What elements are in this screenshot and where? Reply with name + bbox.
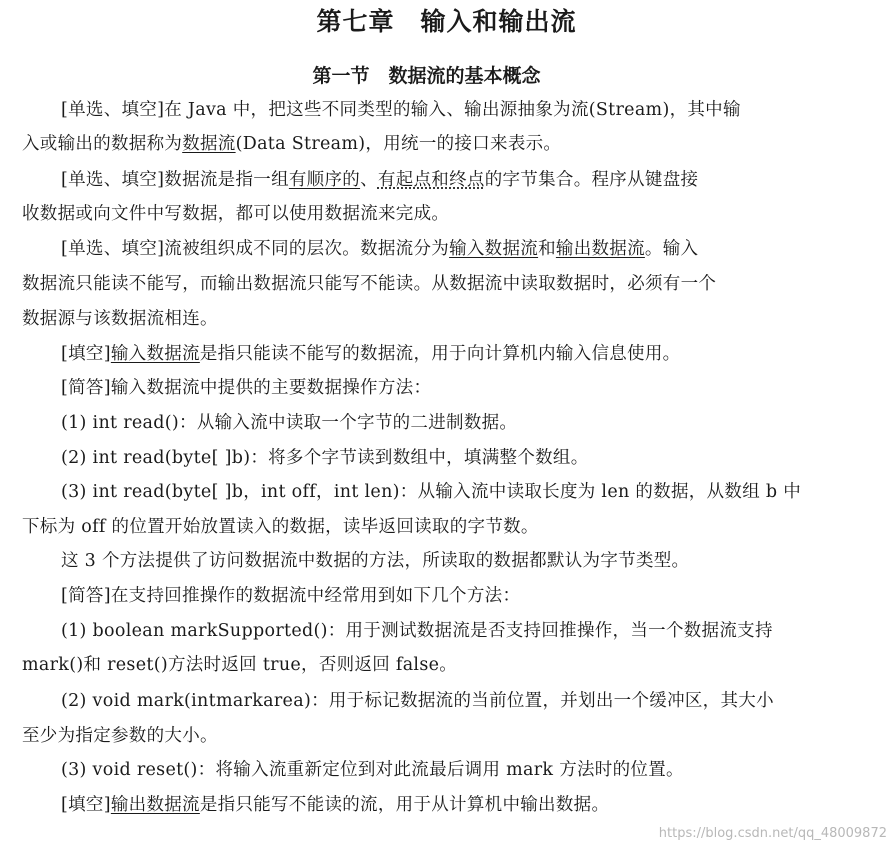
p6-method1-line2: mark()和 reset()方法时返回 true，否则返回 false。	[22, 655, 458, 675]
p6-method2-line2: 至少为指定参数的大小。	[22, 726, 218, 746]
p1-line2	[22, 131, 561, 157]
p7-line1	[61, 792, 609, 818]
p1-text-a: 在 Java 中，把这些不同类型的输入、输出源抽象为流(Stream)，其中输	[164, 100, 741, 120]
p4-underline-input: 输入数据流	[110, 344, 200, 364]
p3-line3: 数据源与该数据流相连。	[22, 309, 218, 329]
p1-text-c: (Data Stream)，用统一的接口来表示。	[235, 134, 562, 154]
p3-line2: 数据流只能读不能写，而输出数据流只能写不能读。从数据流中读取数据时，必须有一个	[22, 274, 717, 294]
p7-tag: [填空]	[61, 795, 111, 815]
p3-text-b: 和	[538, 239, 556, 259]
p5-tag: [简答]	[61, 378, 111, 398]
p5-method3-line2: 下标为 off 的位置开始放置读入的数据，读毕返回读取的字节数。	[22, 517, 539, 537]
p2-tag: [单选、填空]	[61, 170, 165, 190]
p6-line1	[61, 583, 520, 609]
p7-underline-output: 输出数据流	[110, 795, 200, 815]
p5-method1: (1) int read()：从输入流中读取一个字节的二进制数据。	[61, 413, 518, 433]
p6-text-a: 在支持回推操作的数据流中经常用到如下几个方法：	[110, 586, 521, 606]
p6-method2-line1: (2) void mark(intmarkarea)：用于标记数据流的当前位置，并划出一个缓冲区，其大小	[61, 691, 774, 711]
p5-method3-line1: (3) int read(byte[ ]b，int off，int len)：从输入流中读取长度为 len 的数据，从数组 b 中	[61, 482, 802, 502]
p5-line1	[61, 375, 431, 401]
p1-underline-term: 数据流	[182, 134, 236, 154]
p6-method1-line1: (1) boolean markSupported()：用于测试数据流是否支持回推操作，当一个数据流支持	[61, 621, 773, 641]
p4-line1	[61, 341, 680, 367]
p3-underline-input: 输入数据流	[449, 239, 539, 259]
watermark-text: https://blog.csdn.net/qq_48009872	[658, 826, 887, 841]
p3-text-a: 流被组织成不同的层次。数据流分为	[164, 239, 450, 259]
p3-line1	[61, 236, 698, 262]
p5-method2: (2) int read(byte[ ]b)：将多个字节读到数组中，填满整个数组。	[61, 448, 589, 468]
p1-text-b: 入或输出的数据称为	[22, 134, 183, 154]
p1-line1	[61, 97, 741, 123]
p2-underline-endpoints: 有起点和终点	[377, 170, 485, 190]
p2-line1	[61, 167, 698, 193]
p1-tag: [单选、填空]	[61, 100, 165, 120]
chapter-title: 第七章 输入和输出流	[316, 7, 577, 36]
p6-method3: (3) void reset()：将输入流重新定位到对此流最后调用 mark 方法时的位置。	[61, 760, 684, 780]
p4-text-a: 是指只能读不能写的数据流，用于向计算机内输入信息使用。	[199, 344, 681, 364]
p2-text-b: 、	[360, 170, 378, 190]
p3-text-c: 。输入	[644, 239, 699, 259]
section-title: 第一节 数据流的基本概念	[312, 65, 541, 87]
p3-underline-output: 输出数据流	[555, 239, 645, 259]
p2-underline-ordered: 有顺序的	[288, 170, 361, 190]
p5-text-a: 输入数据流中提供的主要数据操作方法：	[110, 378, 432, 398]
p7-text-a: 是指只能写不能读的流，用于从计算机中输出数据。	[199, 795, 610, 815]
p3-tag: [单选、填空]	[61, 239, 165, 259]
p2-line2: 收数据或向文件中写数据，都可以使用数据流来完成。	[22, 204, 450, 224]
p2-text-c: 的字节集合。程序从键盘接	[484, 170, 699, 190]
p2-text-a: 数据流是指一组	[164, 170, 289, 190]
p6-tag: [简答]	[61, 586, 111, 606]
p4-tag: [填空]	[61, 344, 111, 364]
p5-note: 这 3 个方法提供了访问数据流中数据的方法，所读取的数据都默认为字节类型。	[61, 551, 690, 571]
